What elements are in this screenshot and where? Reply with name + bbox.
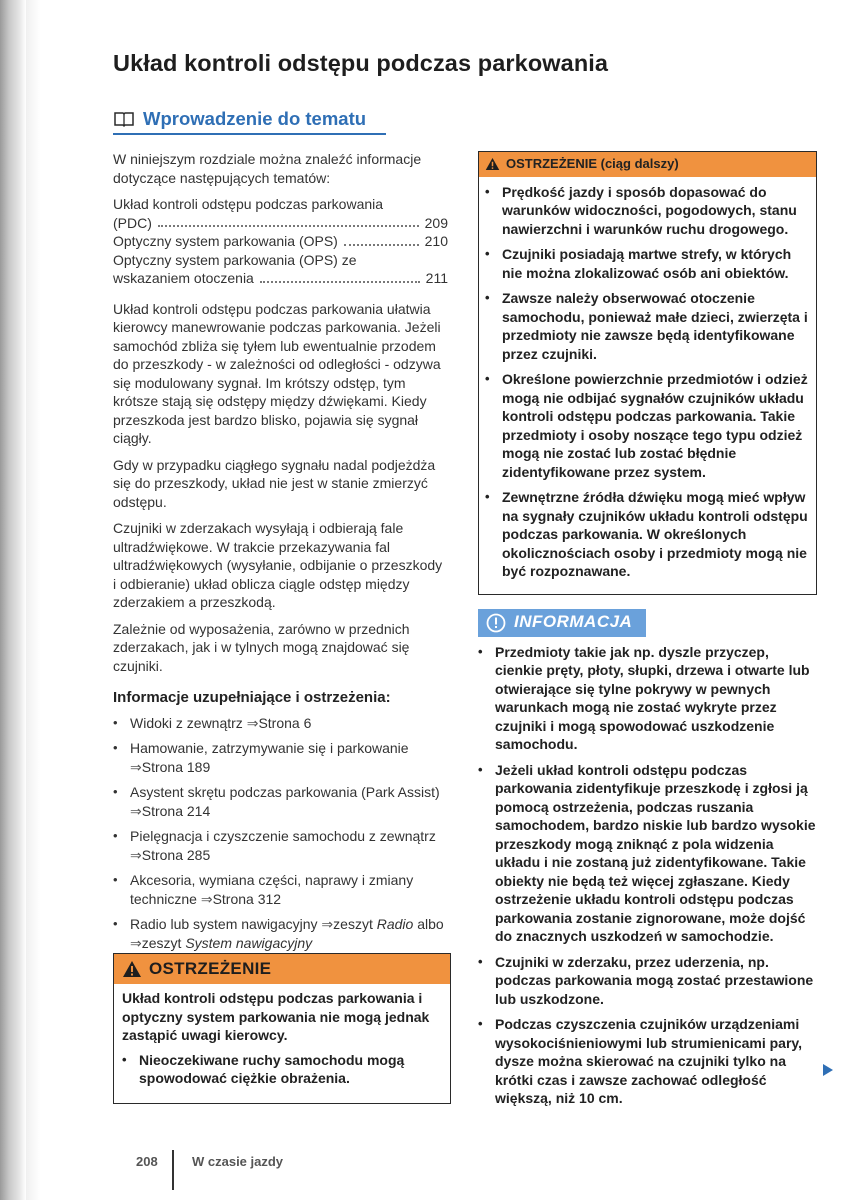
- toc-leader-dots: [260, 281, 420, 283]
- info-circle-icon: [486, 613, 506, 633]
- warning-bullet: • Zewnętrzne źródła dźwięku mogą mieć wpływ na sygnały czujników układu kontroli odstępu podczas parkowania. W określonych okolicznościach osoby i przedmioty mogą nie być rozpoznawane.: [485, 488, 810, 581]
- info-bullets: [478, 643, 817, 1108]
- warning-bullet: • Zawsze należy obserwować otoczenie samochodu, ponieważ małe dzieci, zwierzęta i przedmioty nie zawsze będą identyfikowane przez czujniki.: [485, 289, 810, 363]
- book-icon: [113, 110, 135, 128]
- next-page-arrow-icon[interactable]: [823, 1064, 833, 1076]
- info-bullet: • Jeżeli układ kontroli odstępu podczas parkowania zidentyfikuje przeszkodę i zgłosi ją pomocą ostrzeżenia, podczas ruszania samochodem, bardzo niskie lub bardzo wysokie przeszkody mogą zniknąć z pola widzenia układu i nie zostaną już zidentyfikowane. Takie obiekty nie będą też więcej zgłaszane. Kiedy ostrzeżenie układu kontroli odstępu podczas parkowania zostanie zignorowane, może dojść do znacznych uszkodzeń w samochodzie.: [478, 761, 817, 946]
- radio-booklet-link[interactable]: Radio: [376, 916, 414, 932]
- warning-bullet: • Określone powierzchnie przedmiotów i odzież mogą nie odbijać sygnałów czujników układu kontroli odstępu podczas parkowania. Takie przedmioty i osoby noszące tego typu odzież mogą nie zostać lub zostać błędnie zidentyfikowane przez system.: [485, 370, 810, 481]
- toc-item-label: Optyczny system parkowania (OPS): [113, 233, 338, 249]
- page-link[interactable]: Strona 6: [258, 714, 312, 731]
- reference-text: zeszyt: [141, 934, 186, 951]
- chapter-title: W czasie jazdy: [192, 1154, 284, 1169]
- warning-title: OSTRZEŻENIE: [149, 959, 272, 978]
- toc-item-line: Optyczny system parkowania (OPS) ze: [113, 251, 357, 268]
- reference-text: zeszyt: [333, 916, 377, 932]
- footer-divider: [172, 1150, 174, 1190]
- right-column: [478, 151, 817, 1115]
- references-heading: Informacje uzupełniające i ostrzeżenia:: [113, 689, 391, 706]
- toc-item-ops-environment[interactable]: [113, 251, 448, 288]
- reference-text: Hamowanie, zatrzymywanie się i parkowanie: [130, 740, 409, 756]
- arrow-icon: ⇒: [130, 802, 142, 819]
- topic-list: [113, 195, 448, 288]
- section-header: [113, 108, 386, 135]
- toc-item-line: Układ kontroli odstępu podczas parkowania: [113, 196, 384, 212]
- info-bullet: • Czujniki w zderzaku, przez uderzenia, np. podczas parkowania mogą zostać przestawione lub uszkodzone.: [478, 953, 817, 1009]
- reference-item-radio: [113, 915, 448, 952]
- arrow-icon: ⇒: [130, 934, 142, 951]
- page-link[interactable]: Strona 214: [141, 802, 211, 819]
- page-link[interactable]: Strona 189: [141, 758, 211, 775]
- info-bullet: • Podczas czyszczenia czujników urządzeniami wysokociśnieniowymi lub strumienicami pary, dysze można skierować na czujniki tylko na krótki czas i zawsze zachować odległość większą, niż 10 cm.: [478, 1015, 817, 1108]
- reference-item: [113, 783, 448, 820]
- reference-text: Radio lub system nawigacyjny: [130, 916, 322, 932]
- warning-header: [114, 954, 450, 984]
- warning-box: [113, 953, 451, 1104]
- binding-shadow-fade: [26, 0, 40, 1200]
- warning-bullet: • Nieoczekiwane ruchy samochodu mogą spowodować ciężkie obrażenia.: [122, 1051, 442, 1088]
- reference-item: [113, 827, 448, 864]
- arrow-icon: ⇒: [130, 758, 142, 775]
- left-column: [113, 150, 448, 959]
- reference-item: [113, 739, 448, 776]
- navigation-booklet-link[interactable]: System nawigacyjny: [185, 934, 313, 951]
- toc-item-label: wskazaniem otoczenia: [113, 270, 254, 286]
- warning-continued-box: [478, 151, 817, 595]
- warning-triangle-icon: [485, 157, 500, 171]
- section-title: Wprowadzenie do tematu: [143, 108, 367, 129]
- body-paragraph: Czujniki w zderzakach wysyłają i odbierają fale ultradźwiękowe. W trakcie przekazywania fal ultradźwiękowych (wysyłanie, odbijanie o przeszkody i odbieranie) układ oblicza ciągle odstęp między zderzakiem a przeszkodą.: [113, 520, 443, 610]
- page-link[interactable]: Strona 312: [212, 890, 282, 907]
- warning-body: [114, 984, 450, 1103]
- warning-bullets: [122, 1051, 442, 1088]
- intro-text: W niniejszym rozdziale można znaleźć informacje dotyczące następujących tematów:: [113, 151, 422, 186]
- toc-item-ops[interactable]: [113, 232, 448, 251]
- warning-continued-bullets: [485, 183, 810, 581]
- warning-triangle-icon: [122, 960, 142, 978]
- toc-item-label: (PDC): [113, 214, 152, 231]
- arrow-icon: ⇒: [130, 846, 142, 863]
- toc-page-number: 210: [424, 233, 448, 249]
- reference-text: Akcesoria, wymiana części, naprawy i zmiany techniczne: [130, 872, 414, 907]
- warning-lead: Układ kontroli odstępu podczas parkowania i optyczny system parkowania nie mogą jednak zastąpić uwagi kierowcy.: [122, 990, 430, 1043]
- page-link[interactable]: Strona 285: [141, 846, 211, 863]
- toc-page-number: 209: [424, 214, 448, 231]
- toc-page-number: 211: [425, 270, 448, 286]
- info-body: [478, 643, 817, 1108]
- reference-text: albo: [413, 916, 444, 932]
- warning-bullet: • Czujniki posiadają martwe strefy, w których nie można zlokalizować osób ani obiektów.: [485, 245, 810, 282]
- body-paragraph: Zależnie od wyposażenia, zarówno w przednich zderzakach, jak i w tylnych mogą znajdować się czujniki.: [113, 620, 410, 674]
- page-title: Układ kontroli odstępu podczas parkowania: [113, 50, 609, 76]
- warning-continued-title: OSTRZEŻENIE (ciąg dalszy): [506, 156, 679, 171]
- info-title: INFORMACJA: [514, 612, 633, 632]
- reference-item: [113, 871, 448, 908]
- body-paragraph: Układ kontroli odstępu podczas parkowania ułatwia kierowcy manewrowanie podczas parkowania. Jeżeli samochód zbliża się tyłem lub ewentualnie przodem do przeszkody - w zależności od odległości - odzywa się modulowany sygnał. Im krótszy odstęp, tym krótsze stają się odstępy między dźwiękami. Kiedy przeszkoda jest bardzo blisko, pojawia się sygnał ciągły.: [113, 300, 441, 446]
- info-header: [478, 609, 646, 637]
- reference-text: Asystent skrętu podczas parkowania (Park Assist): [130, 784, 440, 800]
- toc-leader-dots: [158, 225, 419, 227]
- reference-item: [113, 714, 448, 733]
- reference-text: Pielęgnacja i czyszczenie samochodu z zewnątrz: [130, 828, 436, 844]
- binding-shadow: [0, 0, 26, 1200]
- arrow-icon: ⇒: [321, 916, 334, 932]
- warning-bullet: • Prędkość jazdy i sposób dopasować do warunków widoczności, pogodowych, stanu nawierzchni i warunków ruchu drogowego.: [485, 183, 810, 239]
- toc-leader-dots: [344, 244, 419, 246]
- reference-text: Widoki z zewnątrz: [130, 714, 247, 731]
- info-bullet: • Przedmioty takie jak np. dyszle przyczep, cienkie pręty, płoty, słupki, drzewa i otwarte lub otwierające się tylne pokrywy w pewnych warunkach mogą nie zostać wykryte przez czujniki i mogą spowodować uszkodzenie samochodu.: [478, 643, 817, 754]
- toc-item-pdc[interactable]: [113, 195, 448, 232]
- body-paragraph: Gdy w przypadku ciągłego sygnału nadal podjeżdża się do przeszkody, układ nie jest w stanie zmierzyć odstępu.: [113, 456, 436, 510]
- arrow-icon: ⇒: [200, 890, 213, 907]
- warning-continued-header: [479, 152, 816, 177]
- references-list: [113, 714, 448, 953]
- warning-continued-body: [479, 177, 816, 594]
- arrow-icon: ⇒: [246, 714, 259, 731]
- page-number: 208: [136, 1154, 158, 1169]
